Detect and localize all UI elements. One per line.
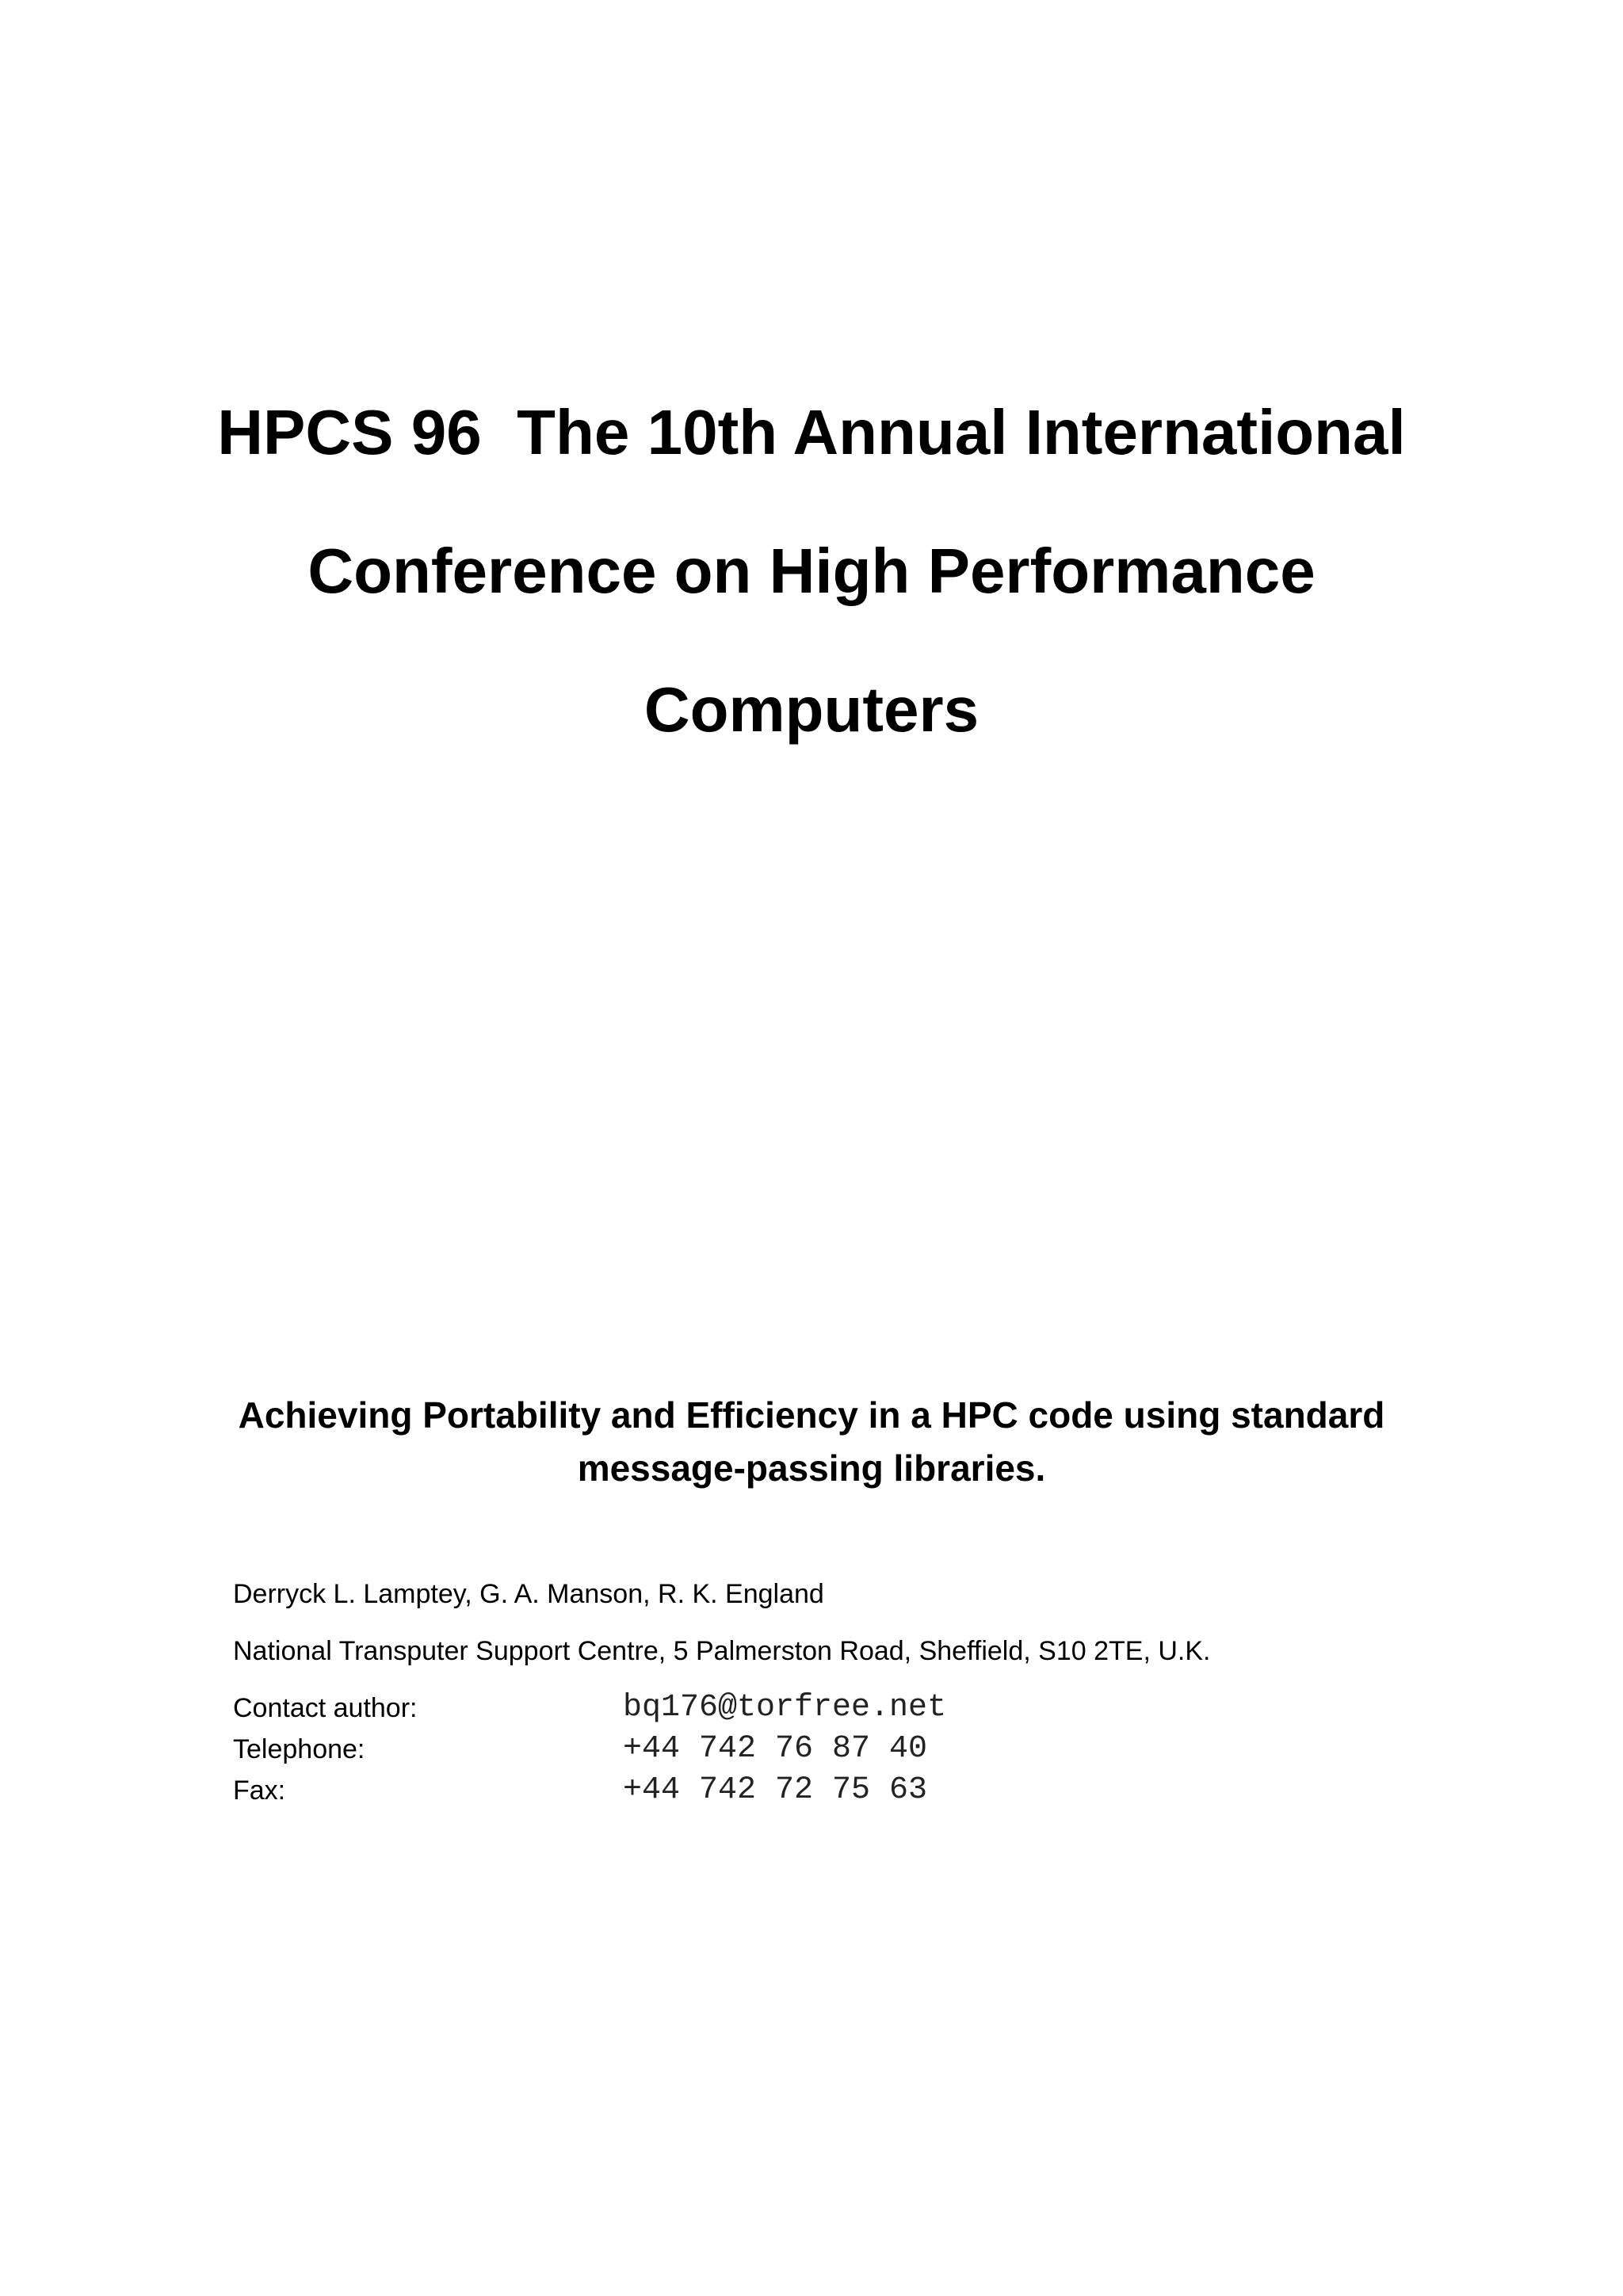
conference-title-line-1: HPCS 96 The 10th Annual International: [217, 397, 1406, 467]
fax-row: [233, 1770, 1422, 1811]
telephone-label: Telephone:: [233, 1734, 365, 1764]
contact-author-email: bq176@torfree.net: [623, 1690, 947, 1726]
contact-author-label: Contact author:: [233, 1693, 418, 1723]
conference-title-line-3: Computers: [643, 674, 980, 745]
fax-label: Fax:: [233, 1775, 286, 1806]
paper-title-line-2: message-passing libraries.: [577, 1447, 1046, 1489]
telephone-number: +44 742 76 87 40: [623, 1731, 928, 1767]
conference-title-line-2: Conference on High Performance: [307, 536, 1316, 606]
telephone-row: [233, 1729, 1422, 1770]
paper-title-line-1: Achieving Portability and Efficiency in a HPC code using standard: [238, 1394, 1385, 1436]
fax-number: +44 742 72 75 63: [623, 1772, 928, 1808]
authors: Derryck L. Lamptey, G. A. Manson, R. K. England: [233, 1579, 824, 1609]
affiliation: National Transputer Support Centre, 5 Palmerston Road, Sheffield, S10 2TE, U.K.: [233, 1636, 1211, 1666]
contact-author-row: [233, 1688, 1422, 1729]
